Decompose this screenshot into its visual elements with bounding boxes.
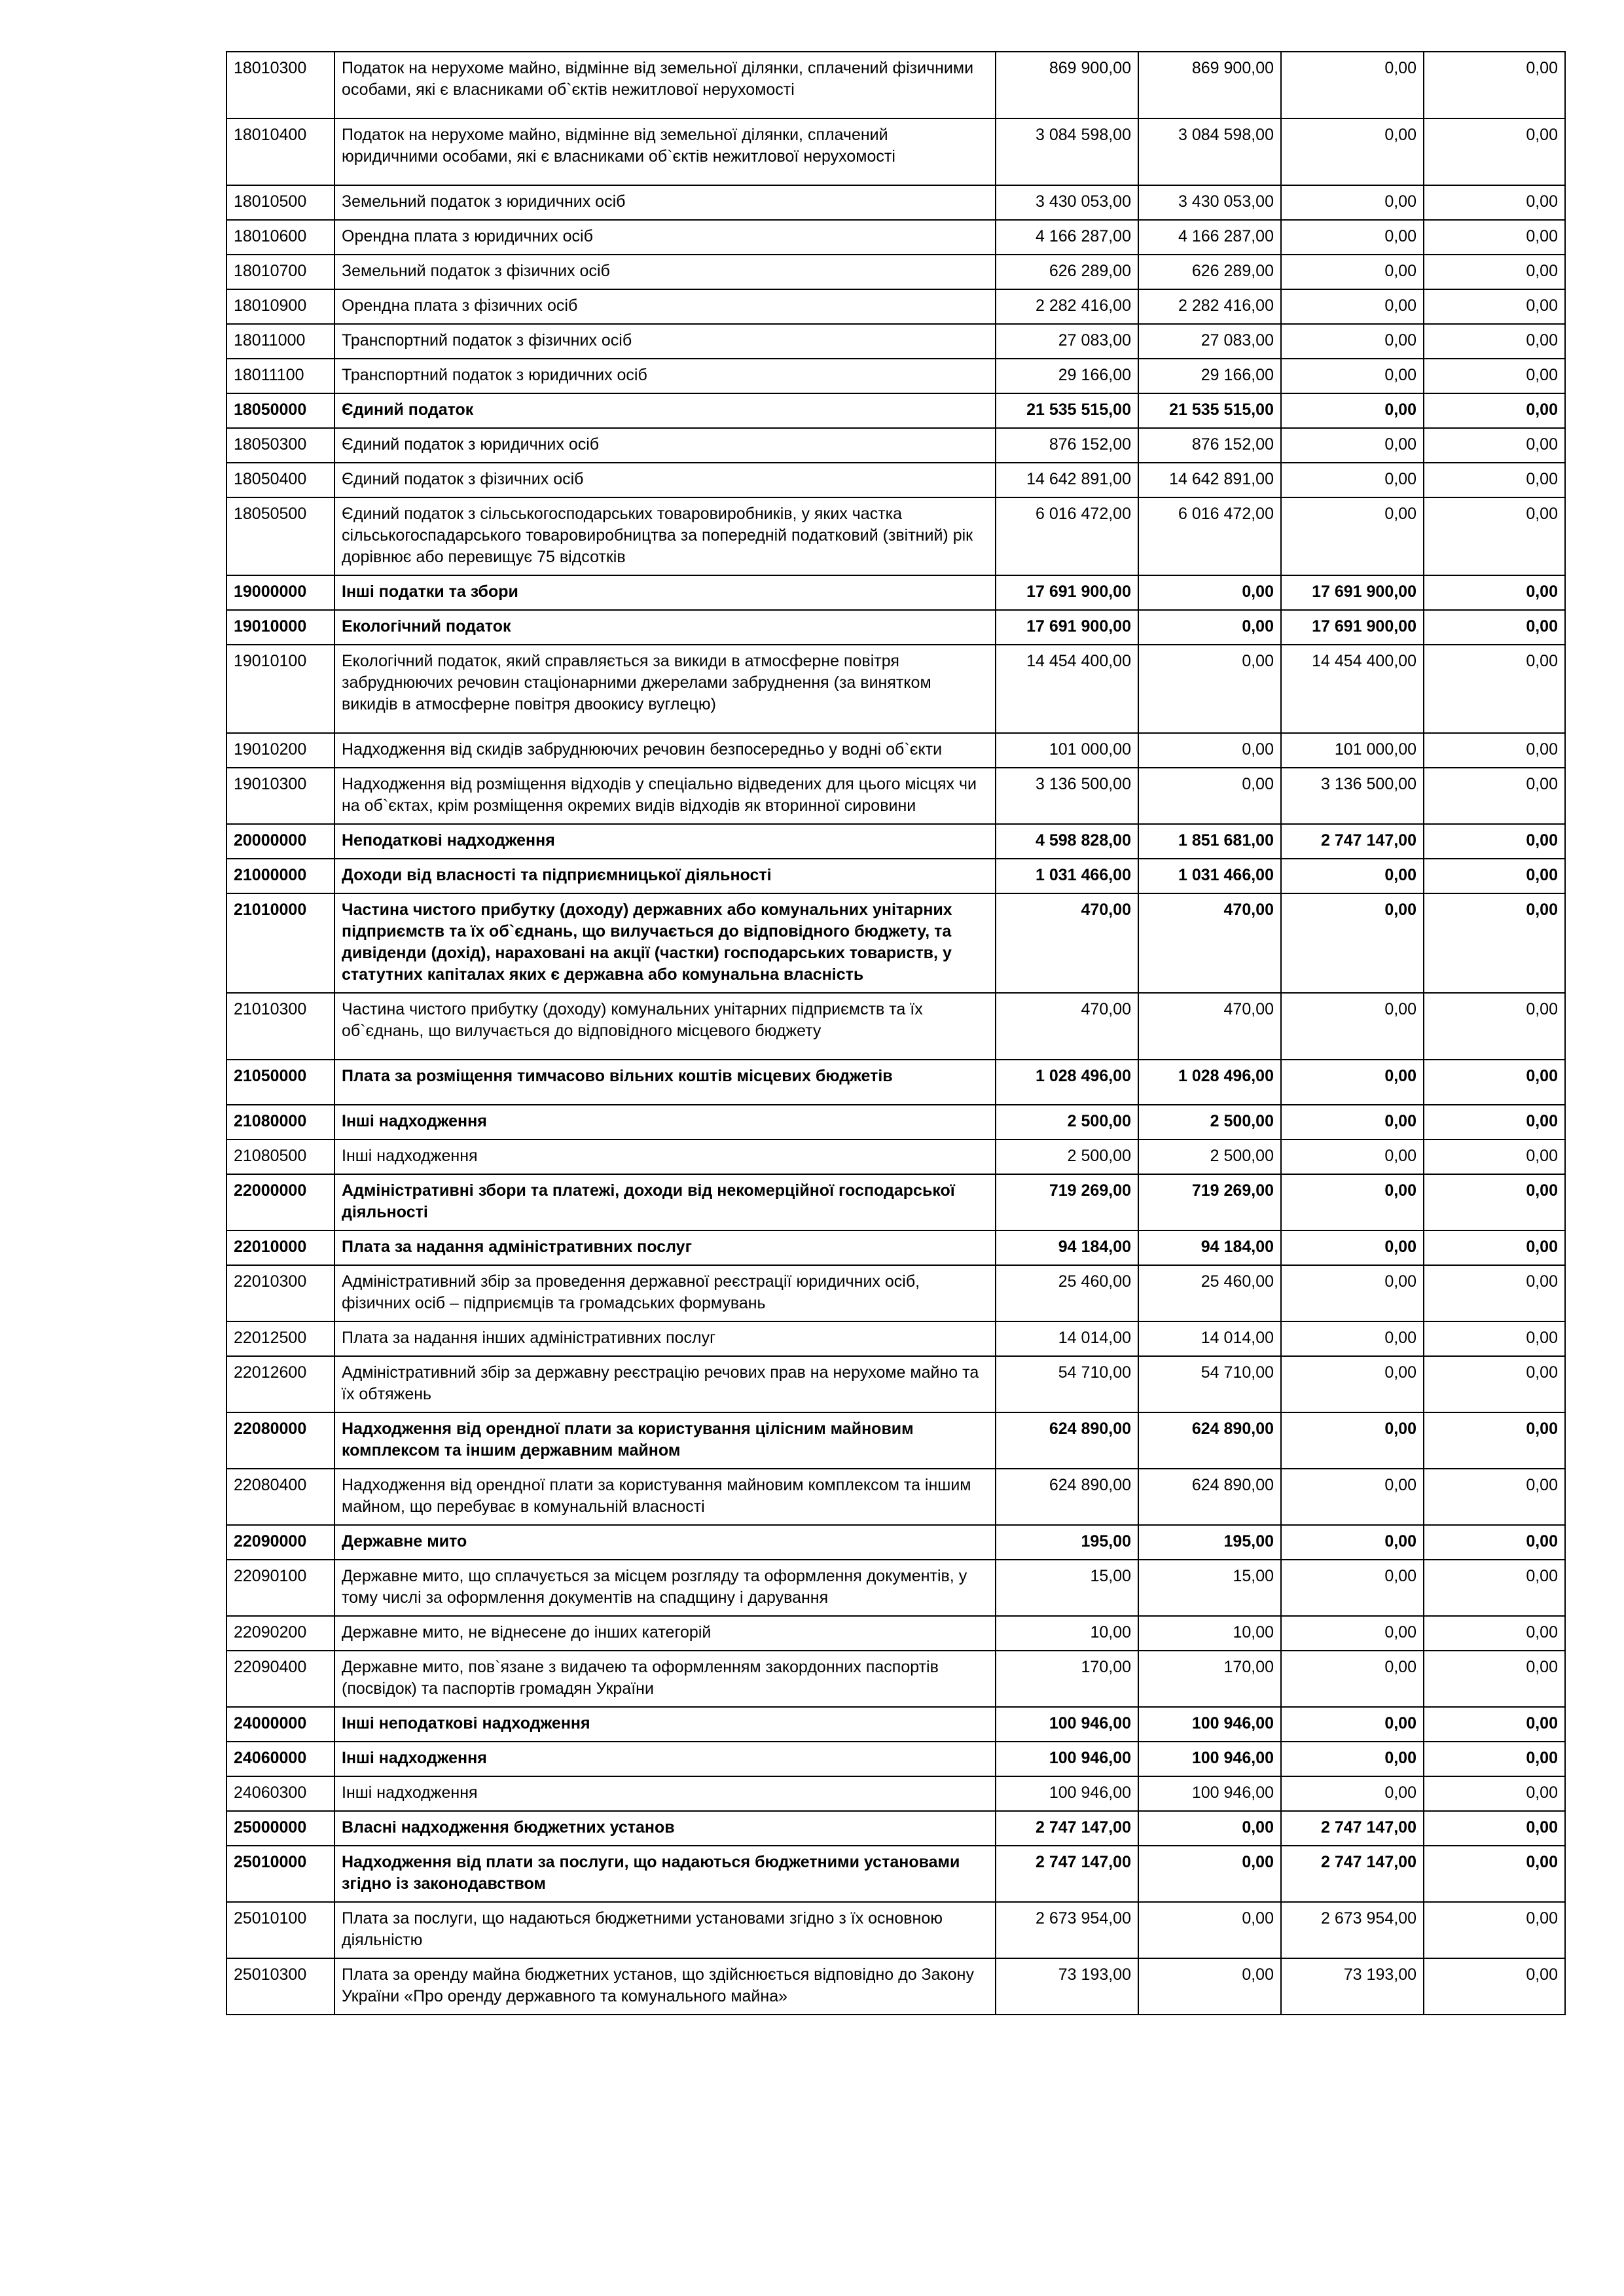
cell-code: 22080000 <box>226 1412 334 1469</box>
cell-special-fund: 0,00 <box>1281 289 1424 324</box>
cell-general-fund: 94 184,00 <box>1138 1230 1281 1265</box>
cell-total: 2 673 954,00 <box>996 1902 1138 1958</box>
cell-name: Інші надходження <box>334 1776 996 1811</box>
table-row <box>226 185 1565 220</box>
table-row <box>226 463 1565 497</box>
cell-code: 18050000 <box>226 393 334 428</box>
table-row <box>226 993 1565 1060</box>
cell-general-fund: 470,00 <box>1138 893 1281 993</box>
cell-total: 470,00 <box>996 893 1138 993</box>
cell-special-fund: 0,00 <box>1281 1060 1424 1105</box>
cell-general-fund: 0,00 <box>1138 610 1281 645</box>
cell-development-budget: 0,00 <box>1424 428 1565 463</box>
cell-name: Єдиний податок з юридичних осіб <box>334 428 996 463</box>
cell-code: 22010300 <box>226 1265 334 1321</box>
cell-name: Адміністративний збір за державну реєстрацію речових прав на нерухоме майно та їх обтяжень <box>334 1356 996 1412</box>
cell-total: 25 460,00 <box>996 1265 1138 1321</box>
cell-name: Податок на нерухоме майно, відмінне від земельної ділянки, сплачений фізичними особами, які є власниками об`єктів нежитлової нерухомості <box>334 52 996 118</box>
cell-code: 22010000 <box>226 1230 334 1265</box>
cell-development-budget: 0,00 <box>1424 1651 1565 1707</box>
cell-development-budget: 0,00 <box>1424 859 1565 893</box>
cell-special-fund: 2 747 147,00 <box>1281 1811 1424 1846</box>
cell-general-fund: 0,00 <box>1138 575 1281 610</box>
cell-development-budget: 0,00 <box>1424 118 1565 185</box>
cell-special-fund: 0,00 <box>1281 255 1424 289</box>
cell-development-budget: 0,00 <box>1424 1776 1565 1811</box>
cell-code: 21010000 <box>226 893 334 993</box>
cell-name: Плата за послуги, що надаються бюджетними установами згідно з їх основною діяльністю <box>334 1902 996 1958</box>
cell-development-budget: 0,00 <box>1424 1230 1565 1265</box>
cell-name: Транспортний податок з фізичних осіб <box>334 324 996 359</box>
cell-total: 100 946,00 <box>996 1742 1138 1776</box>
cell-special-fund: 17 691 900,00 <box>1281 575 1424 610</box>
cell-total: 100 946,00 <box>996 1776 1138 1811</box>
cell-development-budget: 0,00 <box>1424 255 1565 289</box>
cell-total: 29 166,00 <box>996 359 1138 393</box>
cell-total: 869 900,00 <box>996 52 1138 118</box>
table-row <box>226 893 1565 993</box>
cell-name: Надходження від розміщення відходів у спеціально відведених для цього місцях чи на об`єктах, крім розміщення окремих видів відходів як вторинної сировини <box>334 768 996 824</box>
cell-general-fund: 470,00 <box>1138 993 1281 1060</box>
cell-general-fund: 3 430 053,00 <box>1138 185 1281 220</box>
cell-code: 22090100 <box>226 1560 334 1616</box>
cell-total: 14 014,00 <box>996 1321 1138 1356</box>
cell-total: 4 598 828,00 <box>996 824 1138 859</box>
cell-general-fund: 15,00 <box>1138 1560 1281 1616</box>
cell-special-fund: 0,00 <box>1281 393 1424 428</box>
cell-general-fund: 54 710,00 <box>1138 1356 1281 1412</box>
cell-special-fund: 0,00 <box>1281 118 1424 185</box>
cell-code: 20000000 <box>226 824 334 859</box>
cell-general-fund: 100 946,00 <box>1138 1776 1281 1811</box>
cell-code: 19000000 <box>226 575 334 610</box>
cell-special-fund: 0,00 <box>1281 1651 1424 1707</box>
cell-general-fund: 195,00 <box>1138 1525 1281 1560</box>
cell-development-budget: 0,00 <box>1424 1356 1565 1412</box>
cell-name: Плата за розміщення тимчасово вільних коштів місцевих бюджетів <box>334 1060 996 1105</box>
table-row <box>226 1811 1565 1846</box>
table-row <box>226 1902 1565 1958</box>
table-row <box>226 610 1565 645</box>
cell-general-fund: 4 166 287,00 <box>1138 220 1281 255</box>
cell-name: Інші надходження <box>334 1139 996 1174</box>
cell-development-budget: 0,00 <box>1424 1139 1565 1174</box>
cell-general-fund: 0,00 <box>1138 1811 1281 1846</box>
cell-name: Адміністративні збори та платежі, доходи від некомерційної господарської діяльності <box>334 1174 996 1230</box>
cell-code: 19010000 <box>226 610 334 645</box>
table-row <box>226 575 1565 610</box>
cell-general-fund: 14 642 891,00 <box>1138 463 1281 497</box>
cell-development-budget: 0,00 <box>1424 733 1565 768</box>
cell-code: 19010300 <box>226 768 334 824</box>
cell-code: 18010900 <box>226 289 334 324</box>
table-row <box>226 118 1565 185</box>
cell-development-budget: 0,00 <box>1424 1105 1565 1139</box>
cell-code: 24060000 <box>226 1742 334 1776</box>
cell-special-fund: 0,00 <box>1281 1469 1424 1525</box>
cell-total: 719 269,00 <box>996 1174 1138 1230</box>
cell-special-fund: 0,00 <box>1281 1265 1424 1321</box>
cell-special-fund: 0,00 <box>1281 220 1424 255</box>
cell-special-fund: 0,00 <box>1281 1707 1424 1742</box>
cell-total: 73 193,00 <box>996 1958 1138 2015</box>
cell-general-fund: 876 152,00 <box>1138 428 1281 463</box>
table-row <box>226 1525 1565 1560</box>
cell-general-fund: 170,00 <box>1138 1651 1281 1707</box>
cell-code: 21010300 <box>226 993 334 1060</box>
cell-development-budget: 0,00 <box>1424 393 1565 428</box>
cell-general-fund: 25 460,00 <box>1138 1265 1281 1321</box>
cell-general-fund: 27 083,00 <box>1138 324 1281 359</box>
cell-special-fund: 2 747 147,00 <box>1281 824 1424 859</box>
cell-development-budget: 0,00 <box>1424 1846 1565 1902</box>
cell-name: Надходження від орендної плати за користування майновим комплексом та іншим майном, що перебуває в комунальній власності <box>334 1469 996 1525</box>
cell-name: Плата за оренду майна бюджетних установ, що здійснюється відповідно до Закону України «Про оренду державного та комунального майна» <box>334 1958 996 2015</box>
cell-name: Державне мито, пов`язане з видачею та оформленням закордонних паспортів (посвідок) та паспортів громадян України <box>334 1651 996 1707</box>
cell-special-fund: 0,00 <box>1281 185 1424 220</box>
cell-code: 21080000 <box>226 1105 334 1139</box>
table-row <box>226 733 1565 768</box>
cell-code: 22090400 <box>226 1651 334 1707</box>
cell-development-budget: 0,00 <box>1424 768 1565 824</box>
cell-name: Частина чистого прибутку (доходу) комунальних унітарних підприємств та їх об`єднань, що вилучається до відповідного місцевого бюджету <box>334 993 996 1060</box>
cell-general-fund: 21 535 515,00 <box>1138 393 1281 428</box>
cell-special-fund: 14 454 400,00 <box>1281 645 1424 733</box>
cell-general-fund: 14 014,00 <box>1138 1321 1281 1356</box>
cell-name: Екологічний податок <box>334 610 996 645</box>
budget-revenue-table <box>226 51 1566 2015</box>
table-row <box>226 497 1565 575</box>
cell-code: 22012500 <box>226 1321 334 1356</box>
table-row <box>226 255 1565 289</box>
cell-code: 25000000 <box>226 1811 334 1846</box>
cell-code: 25010100 <box>226 1902 334 1958</box>
cell-general-fund: 100 946,00 <box>1138 1742 1281 1776</box>
cell-development-budget: 0,00 <box>1424 575 1565 610</box>
cell-code: 21050000 <box>226 1060 334 1105</box>
cell-general-fund: 100 946,00 <box>1138 1707 1281 1742</box>
cell-special-fund: 0,00 <box>1281 1174 1424 1230</box>
cell-total: 14 454 400,00 <box>996 645 1138 733</box>
cell-development-budget: 0,00 <box>1424 1902 1565 1958</box>
cell-general-fund: 626 289,00 <box>1138 255 1281 289</box>
cell-name: Надходження від плати за послуги, що надаються бюджетними установами згідно із законодавством <box>334 1846 996 1902</box>
cell-code: 18050300 <box>226 428 334 463</box>
cell-special-fund: 0,00 <box>1281 993 1424 1060</box>
cell-general-fund: 719 269,00 <box>1138 1174 1281 1230</box>
cell-general-fund: 29 166,00 <box>1138 359 1281 393</box>
cell-development-budget: 0,00 <box>1424 1412 1565 1469</box>
cell-special-fund: 0,00 <box>1281 859 1424 893</box>
cell-general-fund: 1 031 466,00 <box>1138 859 1281 893</box>
cell-special-fund: 0,00 <box>1281 428 1424 463</box>
cell-total: 624 890,00 <box>996 1469 1138 1525</box>
cell-total: 470,00 <box>996 993 1138 1060</box>
table-row <box>226 1776 1565 1811</box>
cell-general-fund: 624 890,00 <box>1138 1469 1281 1525</box>
cell-code: 18010400 <box>226 118 334 185</box>
table-body <box>226 52 1565 2015</box>
cell-development-budget: 0,00 <box>1424 220 1565 255</box>
cell-general-fund: 3 084 598,00 <box>1138 118 1281 185</box>
cell-development-budget: 0,00 <box>1424 1060 1565 1105</box>
cell-code: 18050500 <box>226 497 334 575</box>
cell-name: Інші надходження <box>334 1105 996 1139</box>
cell-special-fund: 0,00 <box>1281 1139 1424 1174</box>
cell-name: Надходження від орендної плати за користування цілісним майновим комплексом та іншим державним майном <box>334 1412 996 1469</box>
table-row <box>226 1139 1565 1174</box>
cell-total: 27 083,00 <box>996 324 1138 359</box>
table-row <box>226 1707 1565 1742</box>
cell-general-fund: 2 500,00 <box>1138 1105 1281 1139</box>
cell-development-budget: 0,00 <box>1424 497 1565 575</box>
cell-special-fund: 0,00 <box>1281 1616 1424 1651</box>
table-row <box>226 1560 1565 1616</box>
table-row <box>226 289 1565 324</box>
cell-name: Державне мито <box>334 1525 996 1560</box>
cell-special-fund: 0,00 <box>1281 1105 1424 1139</box>
table-row <box>226 1742 1565 1776</box>
cell-code: 18010300 <box>226 52 334 118</box>
cell-code: 21080500 <box>226 1139 334 1174</box>
cell-special-fund: 0,00 <box>1281 1525 1424 1560</box>
cell-name: Неподаткові надходження <box>334 824 996 859</box>
cell-general-fund: 0,00 <box>1138 645 1281 733</box>
cell-code: 22012600 <box>226 1356 334 1412</box>
cell-special-fund: 0,00 <box>1281 1742 1424 1776</box>
cell-total: 3 136 500,00 <box>996 768 1138 824</box>
cell-name: Інші надходження <box>334 1742 996 1776</box>
cell-special-fund: 2 673 954,00 <box>1281 1902 1424 1958</box>
cell-general-fund: 0,00 <box>1138 1902 1281 1958</box>
cell-code: 19010100 <box>226 645 334 733</box>
cell-total: 170,00 <box>996 1651 1138 1707</box>
cell-development-budget: 0,00 <box>1424 1525 1565 1560</box>
cell-total: 2 747 147,00 <box>996 1811 1138 1846</box>
cell-general-fund: 10,00 <box>1138 1616 1281 1651</box>
cell-total: 3 430 053,00 <box>996 185 1138 220</box>
cell-name: Екологічний податок, який справляється за викиди в атмосферне повітря забруднюючих речовин стаціонарними джерелами забруднення (за винятком викидів в атмосферне повітря двоокису вуглецю) <box>334 645 996 733</box>
cell-special-fund: 0,00 <box>1281 52 1424 118</box>
cell-name: Плата за надання інших адміністративних послуг <box>334 1321 996 1356</box>
cell-development-budget: 0,00 <box>1424 52 1565 118</box>
cell-name: Транспортний податок з юридичних осіб <box>334 359 996 393</box>
cell-total: 626 289,00 <box>996 255 1138 289</box>
cell-code: 18050400 <box>226 463 334 497</box>
table-row <box>226 359 1565 393</box>
cell-code: 22090200 <box>226 1616 334 1651</box>
cell-development-budget: 0,00 <box>1424 1707 1565 1742</box>
table-row <box>226 1412 1565 1469</box>
cell-total: 1 028 496,00 <box>996 1060 1138 1105</box>
cell-development-budget: 0,00 <box>1424 1265 1565 1321</box>
table-row <box>226 1174 1565 1230</box>
cell-total: 2 747 147,00 <box>996 1846 1138 1902</box>
cell-general-fund: 0,00 <box>1138 768 1281 824</box>
cell-general-fund: 1 028 496,00 <box>1138 1060 1281 1105</box>
cell-code: 18010500 <box>226 185 334 220</box>
cell-total: 2 500,00 <box>996 1139 1138 1174</box>
cell-code: 18011000 <box>226 324 334 359</box>
table-row <box>226 859 1565 893</box>
cell-name: Податок на нерухоме майно, відмінне від земельної ділянки, сплачений юридичними особами, які є власниками об`єктів нежитлової нерухомості <box>334 118 996 185</box>
cell-name: Орендна плата з юридичних осіб <box>334 220 996 255</box>
table-row <box>226 768 1565 824</box>
table-row <box>226 1105 1565 1139</box>
cell-code: 22080400 <box>226 1469 334 1525</box>
table-row <box>226 1846 1565 1902</box>
cell-code: 18010600 <box>226 220 334 255</box>
cell-special-fund: 101 000,00 <box>1281 733 1424 768</box>
table-row <box>226 52 1565 118</box>
cell-code: 24060300 <box>226 1776 334 1811</box>
cell-development-budget: 0,00 <box>1424 1469 1565 1525</box>
cell-special-fund: 0,00 <box>1281 359 1424 393</box>
cell-development-budget: 0,00 <box>1424 1174 1565 1230</box>
cell-total: 10,00 <box>996 1616 1138 1651</box>
cell-special-fund: 0,00 <box>1281 324 1424 359</box>
cell-development-budget: 0,00 <box>1424 824 1565 859</box>
cell-total: 54 710,00 <box>996 1356 1138 1412</box>
cell-general-fund: 869 900,00 <box>1138 52 1281 118</box>
cell-total: 100 946,00 <box>996 1707 1138 1742</box>
table-row <box>226 1230 1565 1265</box>
cell-name: Власні надходження бюджетних установ <box>334 1811 996 1846</box>
cell-name: Адміністративний збір за проведення державної реєстрації юридичних осіб, фізичних осіб – підприємців та громадських формувань <box>334 1265 996 1321</box>
cell-total: 17 691 900,00 <box>996 610 1138 645</box>
cell-total: 3 084 598,00 <box>996 118 1138 185</box>
cell-total: 94 184,00 <box>996 1230 1138 1265</box>
cell-total: 101 000,00 <box>996 733 1138 768</box>
cell-special-fund: 0,00 <box>1281 497 1424 575</box>
cell-total: 21 535 515,00 <box>996 393 1138 428</box>
cell-code: 22090000 <box>226 1525 334 1560</box>
cell-name: Частина чистого прибутку (доходу) державних або комунальних унітарних підприємств та їх об`єднань, що вилучається до відповідного бюджету, та дивіденди (дохід), нараховані на акції (частки) господарських товариств, у статутних капіталах яких є державна або комунальна власність <box>334 893 996 993</box>
table-row <box>226 1616 1565 1651</box>
cell-name: Надходження від скидів забруднюючих речовин безпосередньо у водні об`єкти <box>334 733 996 768</box>
cell-special-fund: 0,00 <box>1281 1412 1424 1469</box>
cell-special-fund: 17 691 900,00 <box>1281 610 1424 645</box>
cell-total: 876 152,00 <box>996 428 1138 463</box>
cell-development-budget: 0,00 <box>1424 1321 1565 1356</box>
table-row <box>226 1958 1565 2015</box>
cell-special-fund: 0,00 <box>1281 463 1424 497</box>
table-row <box>226 1060 1565 1105</box>
cell-development-budget: 0,00 <box>1424 993 1565 1060</box>
cell-special-fund: 73 193,00 <box>1281 1958 1424 2015</box>
cell-special-fund: 2 747 147,00 <box>1281 1846 1424 1902</box>
cell-special-fund: 0,00 <box>1281 1356 1424 1412</box>
cell-total: 15,00 <box>996 1560 1138 1616</box>
cell-development-budget: 0,00 <box>1424 324 1565 359</box>
cell-development-budget: 0,00 <box>1424 185 1565 220</box>
cell-general-fund: 6 016 472,00 <box>1138 497 1281 575</box>
cell-name: Плата за надання адміністративних послуг <box>334 1230 996 1265</box>
cell-general-fund: 1 851 681,00 <box>1138 824 1281 859</box>
cell-code: 21000000 <box>226 859 334 893</box>
cell-name: Єдиний податок <box>334 393 996 428</box>
cell-total: 624 890,00 <box>996 1412 1138 1469</box>
cell-development-budget: 0,00 <box>1424 645 1565 733</box>
table-row <box>226 824 1565 859</box>
cell-code: 25010300 <box>226 1958 334 2015</box>
cell-special-fund: 0,00 <box>1281 893 1424 993</box>
cell-name: Державне мито, не віднесене до інших категорій <box>334 1616 996 1651</box>
table-row <box>226 645 1565 733</box>
cell-development-budget: 0,00 <box>1424 1742 1565 1776</box>
cell-code: 22000000 <box>226 1174 334 1230</box>
cell-name: Орендна плата з фізичних осіб <box>334 289 996 324</box>
cell-name: Доходи від власності та підприємницької діяльності <box>334 859 996 893</box>
cell-development-budget: 0,00 <box>1424 1560 1565 1616</box>
cell-general-fund: 0,00 <box>1138 733 1281 768</box>
table-row <box>226 220 1565 255</box>
cell-total: 2 500,00 <box>996 1105 1138 1139</box>
table-row <box>226 1356 1565 1412</box>
cell-total: 6 016 472,00 <box>996 497 1138 575</box>
table-row <box>226 324 1565 359</box>
cell-general-fund: 0,00 <box>1138 1846 1281 1902</box>
cell-name: Земельний податок з юридичних осіб <box>334 185 996 220</box>
cell-total: 14 642 891,00 <box>996 463 1138 497</box>
table-row <box>226 428 1565 463</box>
cell-name: Державне мито, що сплачується за місцем розгляду та оформлення документів, у тому числі за оформлення документів на спадщину і дарування <box>334 1560 996 1616</box>
cell-general-fund: 624 890,00 <box>1138 1412 1281 1469</box>
table-row <box>226 393 1565 428</box>
cell-development-budget: 0,00 <box>1424 1616 1565 1651</box>
cell-code: 18010700 <box>226 255 334 289</box>
cell-development-budget: 0,00 <box>1424 289 1565 324</box>
table-row <box>226 1265 1565 1321</box>
cell-code: 19010200 <box>226 733 334 768</box>
cell-development-budget: 0,00 <box>1424 893 1565 993</box>
cell-special-fund: 0,00 <box>1281 1321 1424 1356</box>
cell-total: 2 282 416,00 <box>996 289 1138 324</box>
cell-general-fund: 2 282 416,00 <box>1138 289 1281 324</box>
cell-special-fund: 0,00 <box>1281 1230 1424 1265</box>
cell-special-fund: 0,00 <box>1281 1776 1424 1811</box>
cell-code: 25010000 <box>226 1846 334 1902</box>
table-row <box>226 1651 1565 1707</box>
cell-total: 195,00 <box>996 1525 1138 1560</box>
cell-development-budget: 0,00 <box>1424 1811 1565 1846</box>
cell-development-budget: 0,00 <box>1424 610 1565 645</box>
cell-total: 4 166 287,00 <box>996 220 1138 255</box>
cell-total: 1 031 466,00 <box>996 859 1138 893</box>
cell-name: Інші податки та збори <box>334 575 996 610</box>
table-row <box>226 1321 1565 1356</box>
cell-total: 17 691 900,00 <box>996 575 1138 610</box>
cell-general-fund: 2 500,00 <box>1138 1139 1281 1174</box>
cell-development-budget: 0,00 <box>1424 1958 1565 2015</box>
cell-general-fund: 0,00 <box>1138 1958 1281 2015</box>
cell-development-budget: 0,00 <box>1424 463 1565 497</box>
cell-development-budget: 0,00 <box>1424 359 1565 393</box>
cell-code: 18011100 <box>226 359 334 393</box>
cell-name: Інші неподаткові надходження <box>334 1707 996 1742</box>
cell-special-fund: 0,00 <box>1281 1560 1424 1616</box>
cell-name: Єдиний податок з сільськогосподарських товаровиробників, у яких частка сільськогоспадарського товаровиробництва за попередній податковий (звітний) рік дорівнює або перевищує 75 відсотків <box>334 497 996 575</box>
cell-special-fund: 3 136 500,00 <box>1281 768 1424 824</box>
cell-name: Єдиний податок з фізичних осіб <box>334 463 996 497</box>
table-row <box>226 1469 1565 1525</box>
cell-code: 24000000 <box>226 1707 334 1742</box>
cell-name: Земельний податок з фізичних осіб <box>334 255 996 289</box>
